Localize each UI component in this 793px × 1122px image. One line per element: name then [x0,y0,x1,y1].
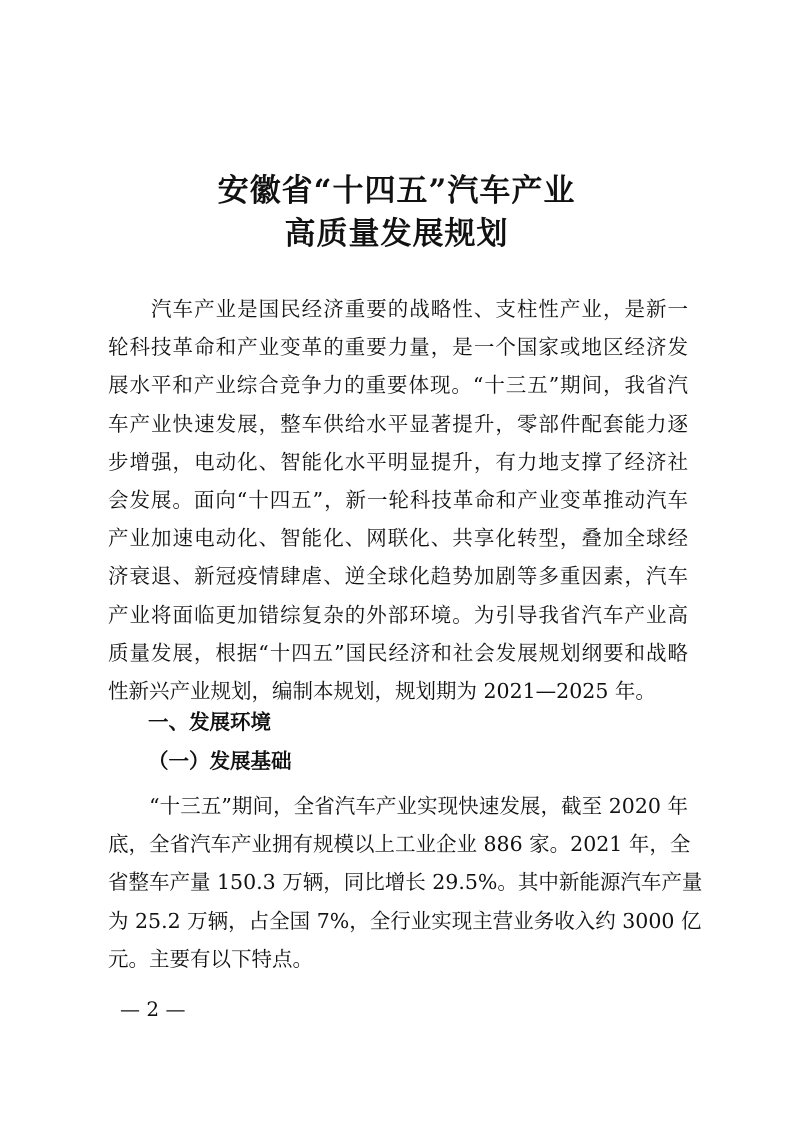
intro-paragraph [108,290,688,710]
subsection-heading: （一）发展基础 [148,749,292,773]
paragraph-line: 省整车产量 150.3 万辆，同比增长 29.5%。其中新能源汽车产量 [108,870,703,895]
paragraph-line: 底，全省汽车产业拥有规模以上工业企业 886 家。2021 年，全 [108,832,691,857]
paragraph-line: 轮科技革命和产业变革的重要力量，是一个国家或地区经济发 [108,335,688,360]
paragraph-line: 为 25.2 万辆，占全国 7%，全行业实现主营业务收入约 3000 亿 [108,908,702,933]
page-number: — 2 — [120,997,186,1021]
paragraph-line: 产业加速电动化、智能化、网联化、共享化转型，叠加全球经 [108,526,688,551]
paragraph-line: 车产业快速发展，整车供给水平显著提升，零部件配套能力逐 [108,411,688,436]
paragraph-line: 元。主要有以下特点。 [108,946,313,971]
paragraph-line: 性新兴产业规划，编制本规划，规划期为 2021—2025 年。 [108,679,656,704]
paragraph-line: 会发展。面向“十四五”，新一轮科技革命和产业变革推动汽车 [108,488,688,513]
paragraph-line: 济衰退、新冠疫情肆虐、逆全球化趋势加剧等多重因素，汽车 [108,564,688,589]
section-heading: 一、发展环境 [148,710,271,734]
paragraph-line: 产业将面临更加错综复杂的外部环境。为引导我省汽车产业高 [108,602,688,627]
basis-paragraph [108,787,703,978]
paragraph-line: 步增强，电动化、智能化水平明显提升，有力地支撑了经济社 [108,449,688,474]
paragraph-line: 质量发展，根据“十四五”国民经济和社会发展规划纲要和战略 [108,640,688,665]
paragraph-line: 展水平和产业综合竞争力的重要体现。“十三五”期间，我省汽 [108,373,688,398]
paragraph-line: 汽车产业是国民经济重要的战略性、支柱性产业，是新一 [108,297,688,321]
document-title-line-2: 高质量发展规划 [284,216,509,252]
paragraph-line: “十三五”期间，全省汽车产业实现快速发展，截至 2020 年 [108,794,688,818]
document-title-line-1: 安徽省“十四五”汽车产业 [217,173,576,209]
